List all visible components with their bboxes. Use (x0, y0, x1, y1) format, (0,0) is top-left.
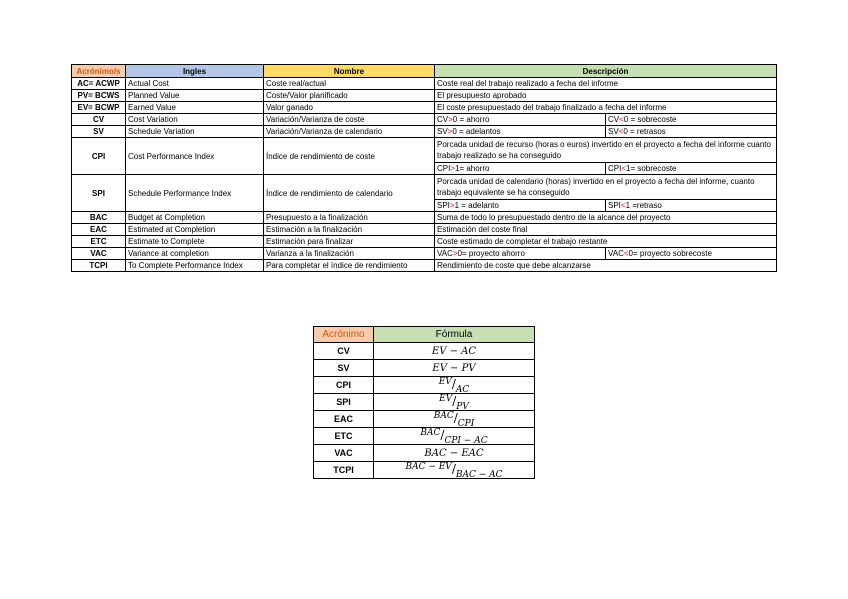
table-row (72, 224, 777, 236)
english-cell: Cost Variation (126, 114, 264, 126)
name-cell: Índice de rendimiento de coste (264, 138, 435, 175)
table-row (314, 360, 535, 377)
table-row (314, 462, 535, 479)
acronym-cell: TCPI (72, 260, 126, 272)
formula-cell: EV/PV (374, 394, 535, 411)
table-row (72, 212, 777, 224)
description-negative: CPI<1= sobrecoste (606, 163, 777, 175)
english-cell: Actual Cost (126, 78, 264, 90)
description-cell: Rendimiento de coste que debe alcanzarse (435, 260, 777, 272)
formula-cell: EV/AC (374, 377, 535, 394)
acronym-cell: CV (314, 343, 374, 360)
acronym-cell: EV= BCWP (72, 102, 126, 114)
formula-cell: BAC − EV/BAC − AC (374, 462, 535, 479)
description-cell: Estimación del coste final (435, 224, 777, 236)
table-row (72, 102, 777, 114)
header-description: Descripción (435, 65, 777, 78)
table-row (72, 175, 777, 200)
description-positive: CV>0 = ahorro (435, 114, 606, 126)
description-cell: Coste estimado de completar el trabajo restante (435, 236, 777, 248)
description-cell: El coste presupuestado del trabajo finalizado a fecha del informe (435, 102, 777, 114)
acronym-cell: CPI (72, 138, 126, 175)
formula-cell: BAC/CPI (374, 411, 535, 428)
table-row (72, 90, 777, 102)
acronym-cell: SV (314, 360, 374, 377)
name-cell: Estimación a la finalización (264, 224, 435, 236)
english-cell: Budget at Completion (126, 212, 264, 224)
acronym-cell: PV= BCWS (72, 90, 126, 102)
table-row (314, 445, 535, 462)
table-row (72, 126, 777, 138)
name-cell: Para completar el índice de rendimiento (264, 260, 435, 272)
english-cell: Estimated at Completion (126, 224, 264, 236)
name-cell: Índice de rendimiento de calendario (264, 175, 435, 212)
acronym-cell: VAC (314, 445, 374, 462)
name-cell: Valor ganado (264, 102, 435, 114)
header-name: Nombre (264, 65, 435, 78)
glossary-header-row (72, 65, 777, 78)
name-cell: Coste/Valor planificado (264, 90, 435, 102)
name-cell: Variación/Varianza de calendario (264, 126, 435, 138)
header-formula: Fórmula (374, 327, 535, 343)
acronym-cell: SPI (72, 175, 126, 212)
formula-table (313, 326, 535, 479)
english-cell: Cost Performance Index (126, 138, 264, 175)
description-negative: CV<0 = sobrecoste (606, 114, 777, 126)
english-cell: Estimate to Complete (126, 236, 264, 248)
formula-cell: EV − PV (374, 360, 535, 377)
description-cell: El presupuesto aprobado (435, 90, 777, 102)
name-cell: Varianza a la finalización (264, 248, 435, 260)
table-row (314, 343, 535, 360)
table-row (72, 248, 777, 260)
header-english: Ingles (126, 65, 264, 78)
english-cell: Earned Value (126, 102, 264, 114)
table-row (314, 428, 535, 445)
acronym-cell: BAC (72, 212, 126, 224)
description-cell: Coste real del trabajo realizado a fecha del informe (435, 78, 777, 90)
description-cell: Porcada unidad de recurso (horas o euros) invertido en el proyecto a fecha del informe cuanto trabajo realizado se ha conseguido (435, 138, 777, 163)
acronym-cell: EAC (314, 411, 374, 428)
english-cell: To Complete Performance Index (126, 260, 264, 272)
acronym-cell: SV (72, 126, 126, 138)
description-cell: Porcada unidad de calendario (horas) invertido en el proyecto a fecha del informe, cuanto trabajo equivalente se ha conseguido (435, 175, 777, 200)
formula-cell: BAC/CPI − AC (374, 428, 535, 445)
description-positive: VAC>0= proyecto ahorro (435, 248, 606, 260)
table-row (72, 114, 777, 126)
name-cell: Presupuesto a la finalización (264, 212, 435, 224)
glossary-table (71, 64, 777, 272)
acronym-cell: CV (72, 114, 126, 126)
acronym-cell: SPI (314, 394, 374, 411)
name-cell: Variación/Varianza de coste (264, 114, 435, 126)
english-cell: Variance at completion (126, 248, 264, 260)
english-cell: Planned Value (126, 90, 264, 102)
table-row (72, 236, 777, 248)
formula-header-row (314, 327, 535, 343)
name-cell: Estimación para finalizar (264, 236, 435, 248)
name-cell: Coste real/actual (264, 78, 435, 90)
acronym-cell: ETC (314, 428, 374, 445)
table-row (314, 377, 535, 394)
table-row (314, 394, 535, 411)
description-negative: SPI<1 =retraso (606, 200, 777, 212)
formula-cell: EV − AC (374, 343, 535, 360)
description-cell: Suma de todo lo presupuestado dentro de la alcance del proyecto (435, 212, 777, 224)
formula-cell: BAC − EAC (374, 445, 535, 462)
acronym-cell: ETC (72, 236, 126, 248)
table-row (314, 411, 535, 428)
english-cell: Schedule Variation (126, 126, 264, 138)
acronym-cell: VAC (72, 248, 126, 260)
acronym-cell: CPI (314, 377, 374, 394)
table-row (72, 138, 777, 163)
table-row (72, 78, 777, 90)
table-row (72, 260, 777, 272)
description-positive: SPI>1 = adelanto (435, 200, 606, 212)
acronym-cell: TCPI (314, 462, 374, 479)
description-positive: SV>0 = adelantos (435, 126, 606, 138)
description-positive: CPI>1= ahorro (435, 163, 606, 175)
english-cell: Schedule Performance Index (126, 175, 264, 212)
header-acronym: Acrónimo/s (72, 65, 126, 78)
acronym-cell: AC= ACWP (72, 78, 126, 90)
description-negative: VAC<0= proyecto sobrecoste (606, 248, 777, 260)
description-negative: SV<0 = retrasos (606, 126, 777, 138)
acronym-cell: EAC (72, 224, 126, 236)
header-acronym: Acrónimo (314, 327, 374, 343)
